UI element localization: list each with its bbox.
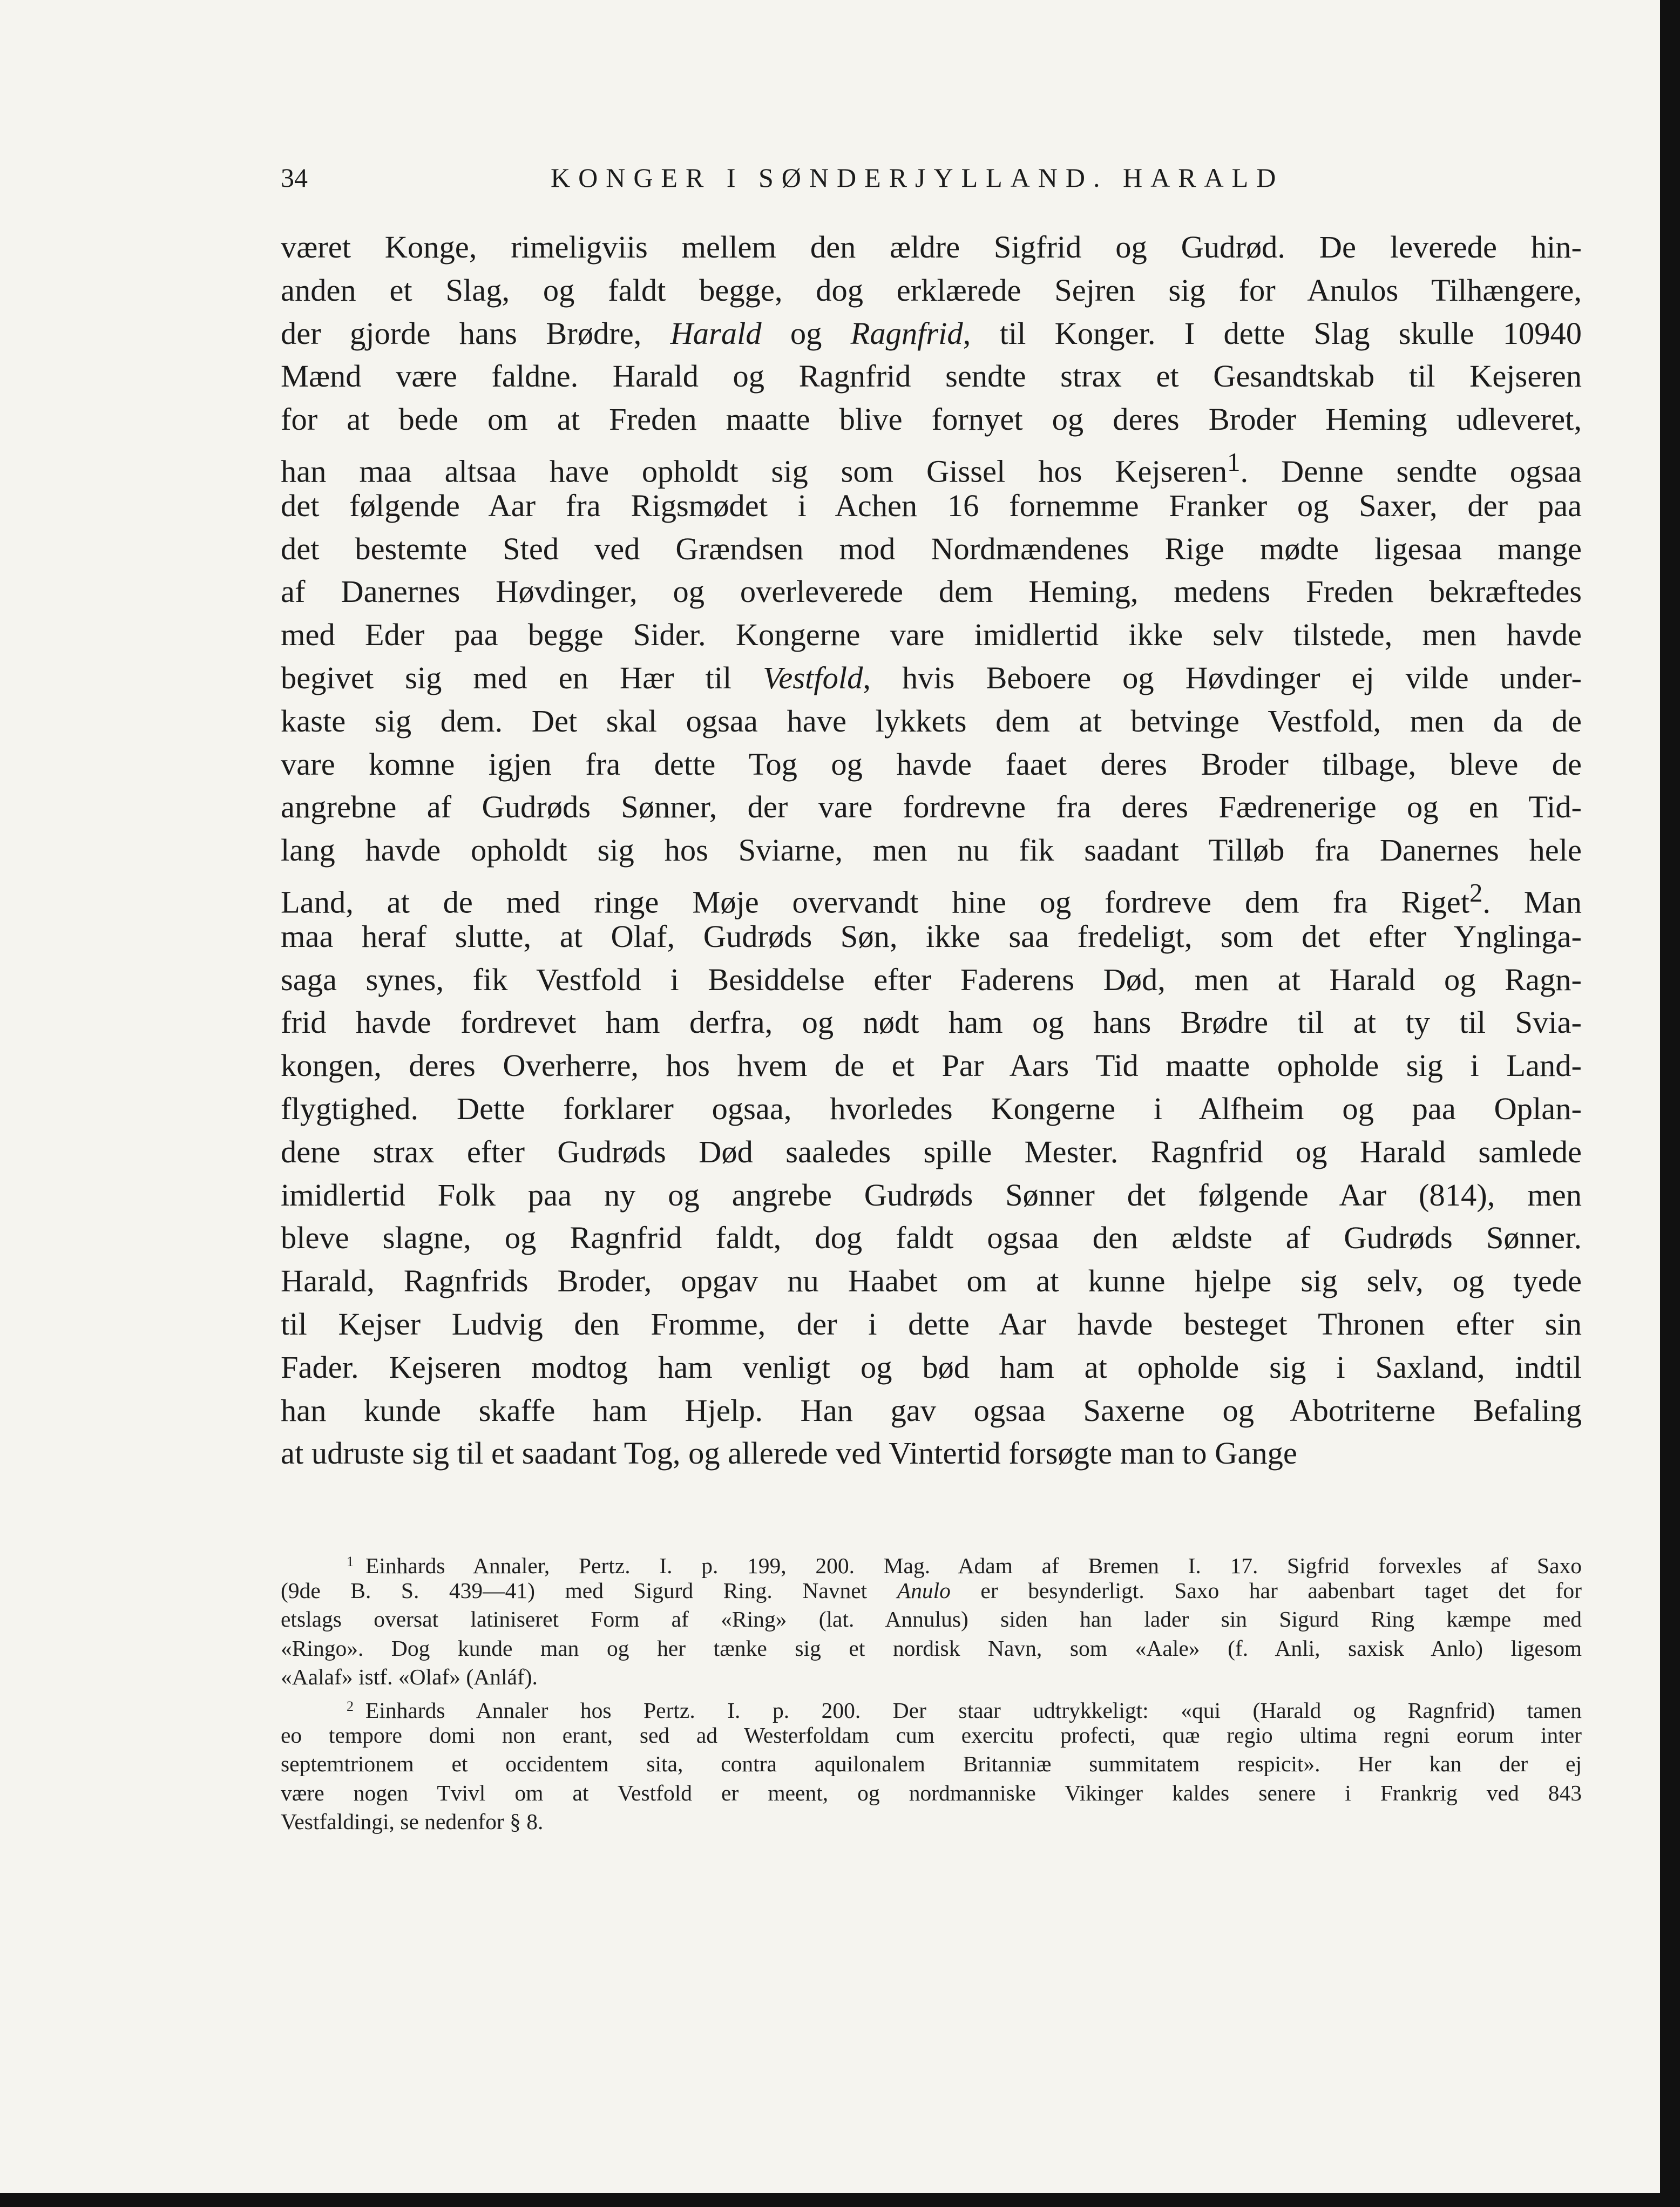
text-line: angrebne af Gudrøds Sønner, der vare fordrevne fra deres Fædrenerige og en Tid- [281,789,1582,825]
footnote-line [281,1807,1582,1837]
text-line: saga synes, fik Vestfold i Besiddelse efter Faderens Død, men at Harald og Ragn- [281,962,1582,997]
text-line: frid havde fordrevet ham derfra, og nødt ham og hans Brødre til at ty til Svia- [281,1005,1582,1040]
text-line: begivet sig med en Hær til Vestfold, hvis Beboere og Høvdinger ej vilde under- [281,660,1582,695]
footnote-marker: 1 [347,1554,354,1569]
text-line: imidlertid Folk paa ny og angrebe Gudrøds Sønner det følgende Aar (814), men [281,1177,1582,1213]
footnote-line [281,1692,1582,1721]
text-line: det følgende Aar fra Rigsmødet i Achen 16 fornemme Franker og Saxer, der paa [281,488,1582,523]
footnote-line [281,1634,1582,1663]
footnote-line [281,1576,1582,1606]
page-header [281,162,1557,200]
page-number: 34 [281,163,308,193]
text-line: kongen, deres Overherre, hos hvem de et Par Aars Tid maatte opholde sig i Land- [281,1048,1582,1084]
text-line: kaste sig dem. Det skal ogsaa have lykkets dem at betvinge Vestfold, men da de [281,703,1582,739]
text-line: han kunde skaffe ham Hjelp. Han gav ogsaa Saxerne og Abotriterne Befaling [281,1392,1582,1428]
text-line: af Danernes Høvdinger, og overleverede dem Heming, medens Freden bekræftedes [281,574,1582,610]
text-line: dene strax efter Gudrøds Død saaledes spille Mester. Ragnfrid og Harald samlede [281,1134,1582,1169]
footnote-text: etslags oversat latiniseret Form af «Ring» (lat. Annulus) siden han lader sin Sigurd Ring kæmpe med [281,1607,1582,1632]
text-line: at udruste sig til et saadant Tog, og allerede ved Vintertid forsøgte man to Gange [281,1436,1297,1471]
body-text [281,226,1582,1475]
text-line: maa heraf slutte, at Olaf, Gudrøds Søn, ikke saa fredeligt, som det efter Ynglinga- [281,918,1582,954]
footnote-line [281,1750,1582,1779]
text-line: flygtighed. Dette forklarer ogsaa, hvorledes Kongerne i Alfheim og paa Oplan- [281,1091,1582,1126]
footnote-marker: 2 [347,1698,354,1714]
text-line: Harald, Ragnfrids Broder, opgav nu Haabet om at kunne hjelpe sig selv, og tyede [281,1263,1582,1299]
text-line: for at bede om at Freden maatte blive fornyet og deres Broder Heming udleveret, [281,402,1582,437]
footnote-text: være nogen Tvivl om at Vestfold er meent, og nordmanniske Vikinger kaldes senere i Frankrig ved 843 [281,1780,1582,1805]
footnote-text: Einhards Annaler hos Pertz. I. p. 200. Der staar udtrykkeligt: «qui (Harald og Ragnfrid) tamen [365,1697,1582,1723]
text-line: med Eder paa begge Sider. Kongerne vare imidlertid ikke selv tilstede, men havde [281,617,1582,653]
footnote-line [281,1779,1582,1808]
running-head: KONGER I SØNDERJYLLAND. HARALD [551,163,1284,193]
footnote-text: Einhards Annaler, Pertz. I. p. 199, 200. Mag. Adam af Bremen I. 17. Sigfrid forvexles af Saxo [365,1553,1582,1578]
footnote-text: (9de B. S. 439—41) med Sigurd Ring. Navnet Anulo er besynderligt. Saxo har aabenbart taget det for [281,1578,1582,1603]
text-line: Fader. Kejseren modtog ham venligt og bød ham at opholde sig i Saxland, indtil [281,1349,1582,1385]
text-line: anden et Slag, og faldt begge, dog erklærede Sejren sig for Anulos Tilhængere, [281,272,1582,308]
footnote-text: Vestfaldingi, se nedenfor § 8. [281,1809,544,1834]
footnotes [281,1547,1582,1837]
footnote-text: «Ringo». Dog kunde man og her tænke sig et nordisk Navn, som «Aale» (f. Anli, saxisk Anlo) ligesom [281,1635,1582,1661]
text-line: der gjorde hans Brødre, Harald og Ragnfrid, til Konger. I dette Slag skulle 10940 [281,315,1582,351]
text-line: været Konge, rimeligviis mellem den ældre Sigfrid og Gudrød. De leverede hin- [281,229,1582,265]
footnote-text: eo tempore domi non erant, sed ad Westerfoldam cum exercitu profecti, quæ regio ultima regni eorum inter [281,1722,1582,1748]
text-line: Land, at de med ringe Møje overvandt hine og fordreve dem fra Riget$^2$. Man [281,878,1582,920]
text-line: lang havde opholdt sig hos Sviarne, men nu fik saadant Tilløb fra Danernes hele [281,832,1582,868]
text-line: Mænd være faldne. Harald og Ragnfrid sendte strax et Gesandtskab til Kejseren [281,358,1582,394]
text-line: vare komne igjen fra dette Tog og havde faaet deres Broder tilbage, bleve de [281,746,1582,782]
text-line: han maa altsaa have opholdt sig som Gissel hos Kejseren$^1$. Denne sendte ogsaa [281,447,1582,489]
text-line: bleve slagne, og Ragnfrid faldt, dog faldt ogsaa den ældste af Gudrøds Sønner. [281,1220,1582,1256]
footnote-line [281,1547,1582,1576]
footnote-line [281,1605,1582,1634]
footnote-text: septemtrionem et occidentem sita, contra aquilonalem Britanniæ summitatem respicit». Her kan der ej [281,1751,1582,1777]
footnote-line [281,1663,1582,1692]
text-line: til Kejser Ludvig den Fromme, der i dette Aar havde besteget Thronen efter sin [281,1306,1582,1342]
footnote-text: «Aalaf» istf. «Olaf» (Anláf). [281,1664,538,1690]
footnote-line [281,1721,1582,1750]
text-line: det bestemte Sted ved Grændsen mod Nordmændenes Rige mødte ligesaa mange [281,531,1582,566]
